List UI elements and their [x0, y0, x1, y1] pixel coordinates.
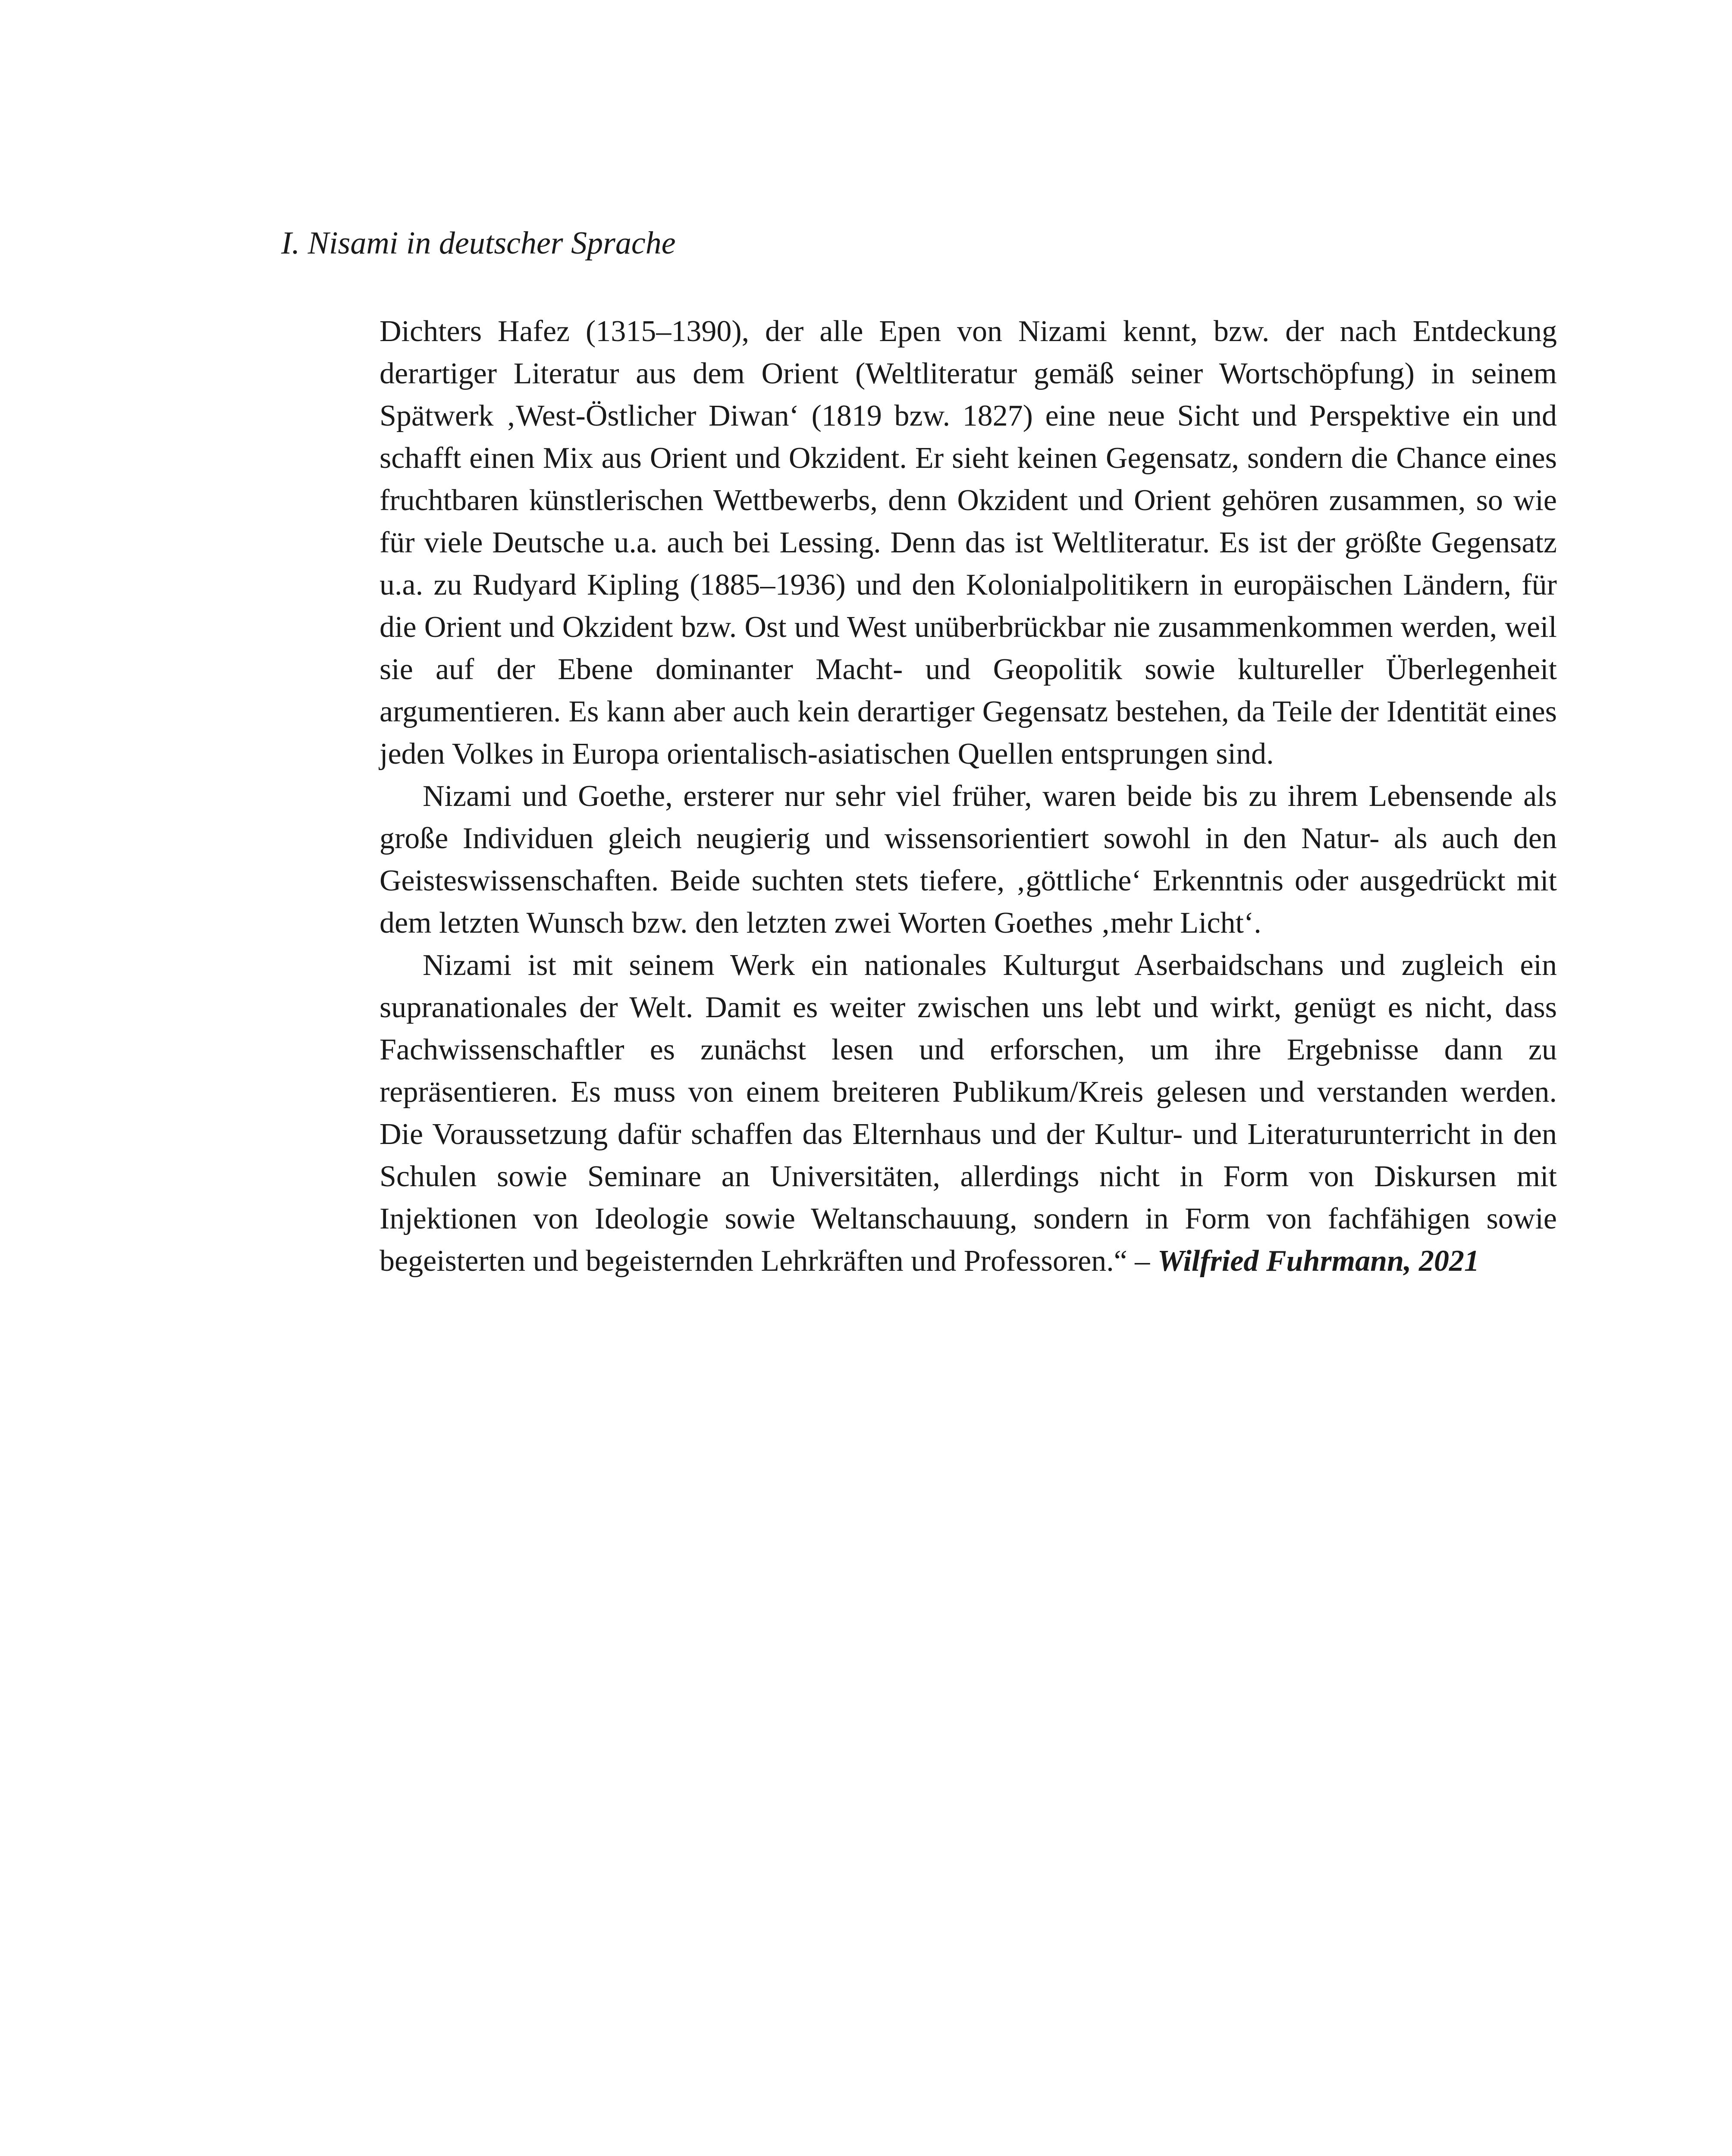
paragraph-hafez-goethe: [380, 310, 1557, 775]
running-head: I. Nisami in deutscher Sprache: [281, 226, 676, 261]
body-text: [380, 310, 1557, 1282]
quote-attribution: Wilfried Fuhrmann, 2021: [1157, 1244, 1480, 1278]
paragraph-text: Nizami und Goethe, ersterer nur sehr viel früher, waren beide bis zu ihrem Lebensende als große Individuen gleich neugierig und wissensorientiert sowohl in den Natur- als auch den Geisteswissenschaften. Beide suchten stets tiefere, ‚göttliche‘ Erkenntnis oder ausgedrückt mit dem letzten Wunsch bzw. den letzten zwei Worten Goethes ‚mehr Licht‘.: [380, 780, 1557, 940]
paragraph-nizami-goethe: [380, 775, 1557, 944]
paragraph-text: Dichters Hafez (1315–1390), der alle Epen von Nizami kennt, bzw. der nach Entdeckung derartiger Literatur aus dem Orient (Weltliteratur gemäß seiner Wortschöpfung) in seinem Spätwerk ‚West-Östlicher Diwan‘ (1819 bzw. 1827) eine neue Sicht und Perspektive ein und schafft einen Mix aus Orient und Okzident. Er sieht keinen Gegensatz, sondern die Chance eines fruchtbaren künstlerischen Wettbewerbs, denn Okzident und Orient gehören zusammen, so wie für viele Deutsche u.a. auch bei Lessing. Denn das ist Weltliteratur. Es ist der größte Gegensatz u.a. zu Rudyard Kipling (1885–1936) und den Kolonialpolitikern in europäischen Ländern, für die Orient und Okzident bzw. Ost und West unüberbrückbar nie zusammenkommen werden, weil sie auf der Ebene dominanter Macht- und Geopolitik sowie kultureller Überlegenheit argumentieren. Es kann aber auch kein derartiger Gegensatz bestehen, da Teile der Identität eines jeden Volkes in Europa orientalisch-asiatischen Quellen entsprungen sind.: [380, 315, 1557, 771]
paragraph-nizami-kulturgut: [380, 944, 1557, 1282]
paragraph-text: Nizami ist mit seinem Werk ein nationales Kulturgut Aserbaidschans und zugleich ein supranationales der Welt. Damit es weiter zwischen uns lebt und wirkt, genügt es nicht, dass Fachwissenschaftler es zunächst lesen und erforschen, um ihre Ergebnisse dann zu repräsentieren. Es muss von einem breiteren Publikum/Kreis gelesen und verstanden werden. Die Voraussetzung dafür schaffen das Elternhaus und der Kultur- und Literaturunterricht in den Schulen sowie Seminare an Universitäten, allerdings nicht in Form von Diskursen mit Injektionen von Ideologie sowie Weltanschauung, sondern in Form von fachfähigen sowie begeisterten und begeisternden Lehrkräften und Professoren.“ –: [380, 949, 1557, 1278]
